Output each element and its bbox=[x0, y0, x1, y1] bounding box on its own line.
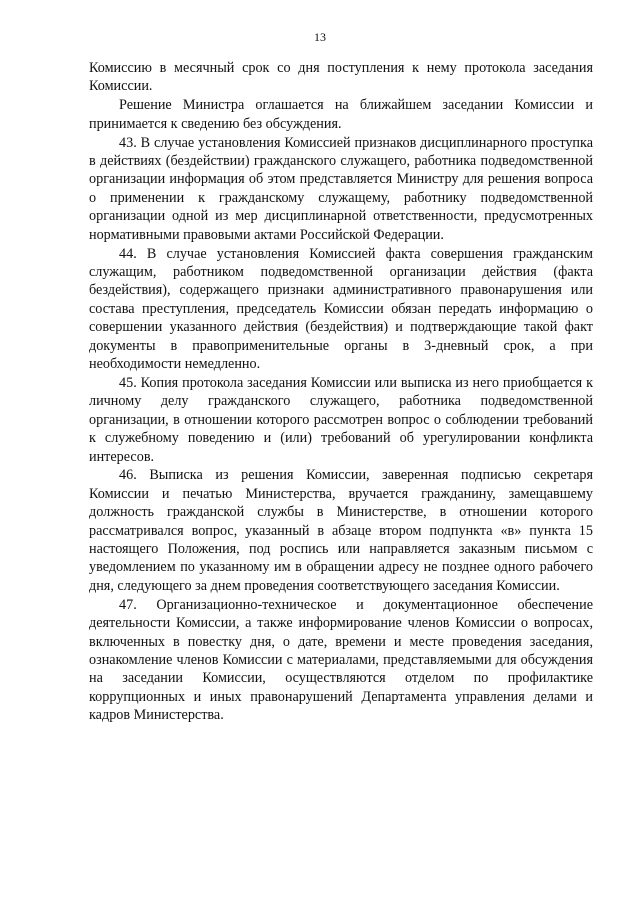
paragraph-clause-45: 45. Копия протокола заседания Комиссии или выписка из него приобщается к личному делу гражданского служащего, работника подведомственной организации, в отношении которого рассмотрен вопрос о соблюдении требований к служебному поведению и (или) требований об урегулировании конфликта интересов. bbox=[89, 374, 593, 465]
paragraph-clause-46: 46. Выписка из решения Комиссии, заверенная подписью секретаря Комиссии и печатью Министерства, вручается гражданину, замещавшему должность гражданской службы в Министерстве, в отношении которого рассматривался вопрос, указанный в абзаце втором подпункта «в» пункта 15 настоящего Положения, под роспись или направляется заказным письмом с уведомлением по указанному им в обращении адресу не позднее одного рабочего дня, следующего за днем проведения соответствующего заседания Комиссии. bbox=[89, 467, 593, 594]
paragraph-clause-47: 47. Организационно-техническое и документационное обеспечение деятельности Комиссии, а также информирование членов Комиссии о вопросах, включенных в повестку дня, о дате, времени и месте проведения заседания, ознакомление членов Комиссии с материалами, представляемыми для обсуждения на заседании Комиссии, осуществляются отделом по профилактике коррупционных и иных правонарушений Департамента управления делами и кадров Министерства. bbox=[89, 596, 593, 724]
paragraph-minister-decision: Решение Министра оглашается на ближайшем заседании Комиссии и принимается к сведению без обсуждения. bbox=[89, 97, 593, 132]
document-body bbox=[89, 59, 593, 725]
paragraph-clause-43: 43. В случае установления Комиссией признаков дисциплинарного проступка в действиях (бездействии) гражданского служащего, работника подведомственной организации информация об этом представляется Министру для решения вопроса о применении к гражданскому служащему, работнику подведомственной организации одной из мер дисциплинарной ответственности, предусмотренных нормативными правовыми актами Российской Федерации. bbox=[89, 134, 593, 243]
paragraph-continuation: Комиссию в месячный срок со дня поступления к нему протокола заседания Комиссии. bbox=[89, 60, 593, 95]
page-number: 13 bbox=[314, 30, 326, 44]
paragraph-clause-44: 44. В случае установления Комиссией факта совершения гражданским служащим, работником подведомственной организации действия (факта бездействия), содержащего признаки административного правонарушения или состава преступления, председатель Комиссии обязан передать информацию о совершении указанного действия (бездействия) и подтверждающие такой факт документы в правоприменительные органы в 3-дневный срок, а при необходимости немедленно. bbox=[89, 245, 593, 372]
